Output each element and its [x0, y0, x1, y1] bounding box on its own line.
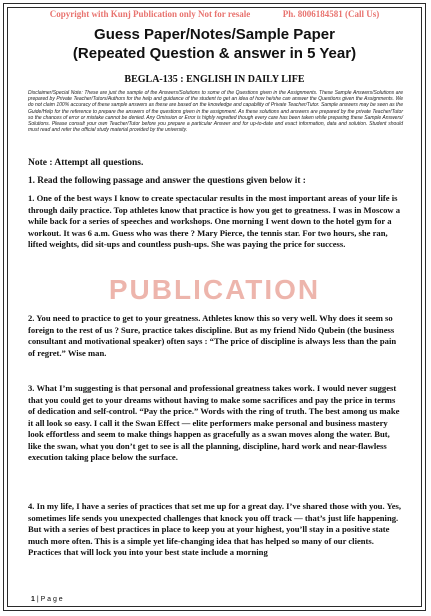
footer-separator: | [34, 596, 41, 603]
passage-paragraph-2: 2. You need to practice to get to your greatness. Athletes know this so very well. Why does it seem so foreign to the rest of us ? Sure, practice takes discipline. But as my friend Nido Qubein (the business consultant and motivational speaker) often says : “The price of discipline is always less than the pain of regret.” Wise man. [28, 313, 397, 358]
copyright-banner [4, 9, 425, 19]
passage-paragraph-3: 3. What I’m suggesting is that personal and professional greatness takes work. I would never suggest that you could get to your dreams without having to make some sacrifices and pay the price in terms of dedication and self-control. “Pay the price.” Words with the ring of truth. The best among us make it all look so easy. I call it the Swan Effect — elite performers make personal and business mastery look effortless and seem to make things happen as gracefully as a swan moves along the water. But, like the swan, what you don’t get to see is all the planning, discipline, hard work and near-flawless execution taking place below the surface. [28, 383, 400, 462]
page-title: Guess Paper/Notes/Sample Paper [94, 26, 335, 43]
page-number: 1 [31, 596, 35, 603]
page-footer [31, 596, 63, 603]
passage-paragraph-4: 4. In my life, I have a series of practices that set me up for a great day. I’ve shared those with you. Yes, sometimes life sends you unexpected challenges that knock you off track — that’s just life happening. But with a series of best practices in place to keep you at your highest, you’ll stay in a positive state much more often. This is a simple yet life-changing idea that has helped so many of our clients. Practices that will lock you into your best state include a morning [28, 501, 401, 557]
page-subtitle: (Repeated Question & answer in 5 Year) [72, 45, 357, 62]
passage-paragraph-1: 1. One of the best ways I know to create spectacular results in the most important areas of your life is through daily practice. Top athletes know that practice is how you get to greatness. I was in Moscow a while back for a series of speeches and workshops. One morning I went down to the hotel gym for a workout. It was 6 a.m. Guess who was there ? Mary Pierce, the tennis star. For two hours, she ran, lifted weights, did sit-ups and countless push-ups. She was paying the price for success. [28, 193, 401, 249]
copyright-text: Copyright with Kunj Publication only Not for resale [49, 9, 251, 19]
publication-watermark: PUBLICATION [108, 274, 321, 305]
disclaimer: Disclaimer/Special Note: These are just the sample of the Answers/Solutions to some of the Questions given in the Assignments. These Sample Answers/Solutions are prepared by Private Teacher/Tutors/Authors for the help and guidance of the student to get an idea of how he/she can answer the Questions given the Assignments. We do not claim 100% accuracy of these sample answers as these are based on the knowledge and capability of Private Teacher/Tutor. Sample answers may be seen as the Guide/Help for the reference to prepare the answers of the questions given in the assignment. As these solutions and answers are prepared by the private Teacher/Tutor so the chances of error or mistake cannot be denied. Any Omission or Error is highly regretted though every care has been taken while preparing these Sample Answers/ Solutions. Please consult your own Teacher/Tutor before you prepare a particular Answer and for up-to-date and exact information, data and solution. Student should must read and refer the official study material provided by the university. [28, 90, 403, 134]
phone-text: Ph. 8006184581 (Call Us) [282, 9, 380, 19]
page-label: P a g e [40, 596, 63, 603]
note: Note : Attempt all questions. [28, 158, 144, 168]
document-page [3, 3, 426, 611]
question-1: 1. Read the following passage and answer the questions given below it : [28, 175, 306, 185]
course-code: BEGLA-135 : ENGLISH IN DAILY LIFE [124, 74, 305, 85]
